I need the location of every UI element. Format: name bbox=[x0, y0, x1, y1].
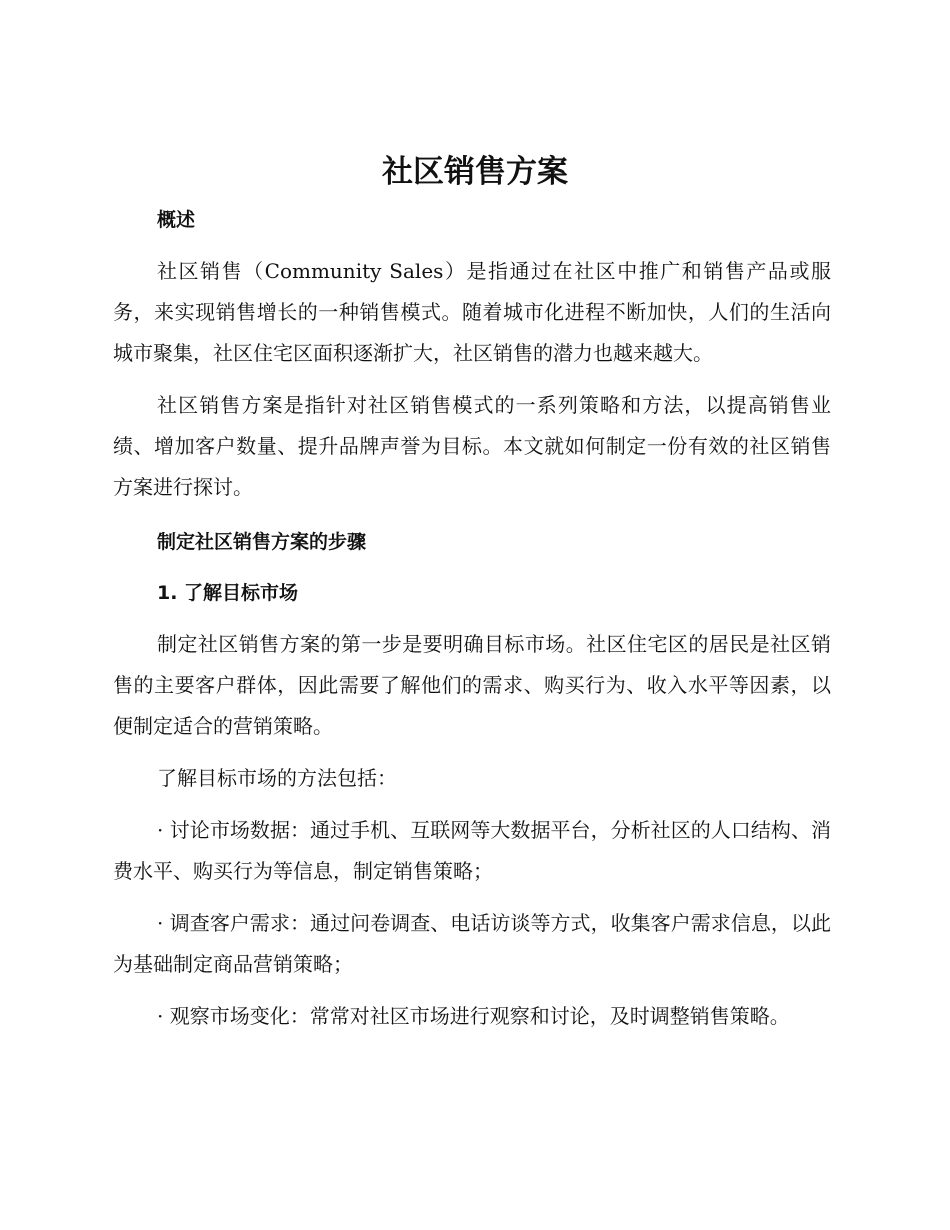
section-heading-steps: 制定社区销售方案的步骤 bbox=[157, 531, 367, 553]
target-market-paragraph-1: 制定社区销售方案的第一步是要明确目标市场。社区住宅区的居民是社区销售的主要客户群体，因此需要了解他们的需求、购买行为、收入水平等因素，以便制定适合的营销策略。 bbox=[113, 632, 831, 738]
subsection-heading-target-market: 1. 了解目标市场 bbox=[157, 582, 299, 604]
document-body bbox=[113, 200, 831, 1037]
list-item: · 调查客户需求：通过问卷调查、电话访谈等方式，收集客户需求信息，以此为基础制定商品营销策略； bbox=[113, 911, 831, 976]
target-market-paragraph-2: 了解目标市场的方法包括： bbox=[157, 766, 397, 790]
list-item: · 观察市场变化：常常对社区市场进行观察和讨论，及时调整销售策略。 bbox=[157, 1004, 790, 1028]
document-title: 社区销售方案 bbox=[382, 154, 568, 190]
list-item: · 讨论市场数据：通过手机、互联网等大数据平台，分析社区的人口结构、消费水平、购买行为等信息，制定销售策略； bbox=[113, 818, 831, 883]
overview-paragraph-1: 社区销售（Community Sales）是指通过在社区中推广和销售产品或服务，来实现销售增长的一种销售模式。随着城市化进程不断加快，人们的生活向城市聚集，社区住宅区面积逐渐扩大，社区销售的潜力也越来越大。 bbox=[113, 259, 831, 365]
section-heading-overview: 概述 bbox=[157, 209, 196, 231]
overview-paragraph-2: 社区销售方案是指针对社区销售模式的一系列策略和方法，以提高销售业绩、增加客户数量、提升品牌声誉为目标。本文就如何制定一份有效的社区销售方案进行探讨。 bbox=[113, 393, 831, 499]
